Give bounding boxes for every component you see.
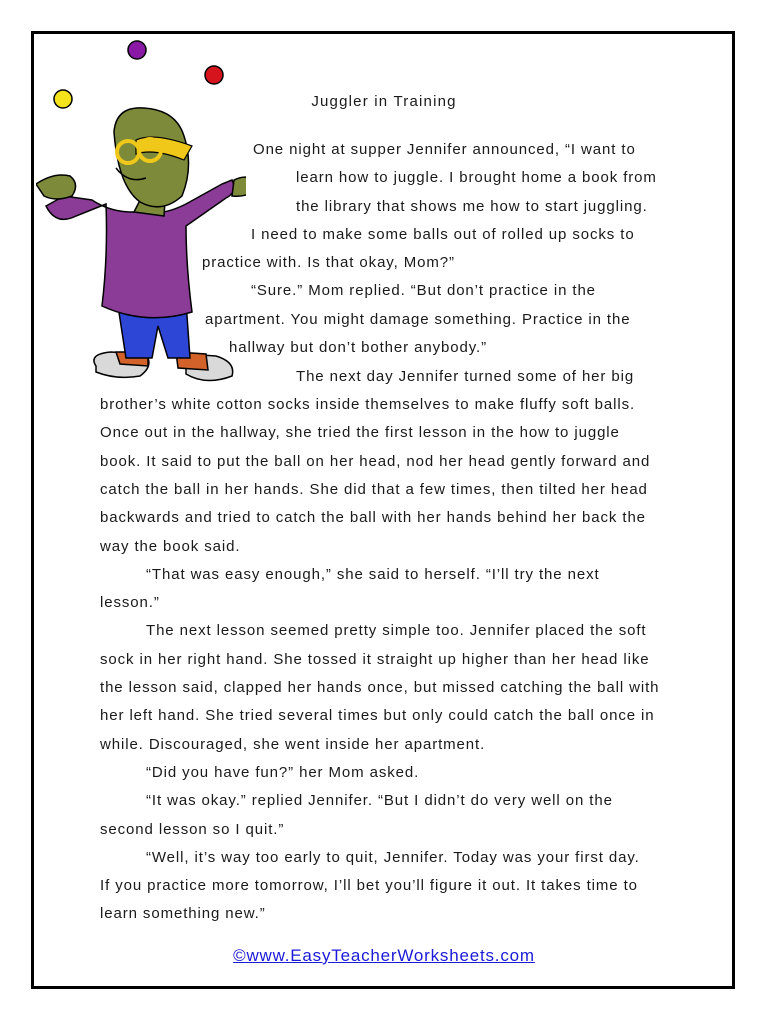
story-line: hallway but don’t bother anybody.”	[229, 339, 487, 356]
story-line: “Well, it’s way too early to quit, Jennifer. Today was your first day.	[146, 849, 640, 866]
story-line: “Did you have fun?” her Mom asked.	[146, 764, 420, 781]
story-line: the lesson said, clapped her hands once, but missed catching the ball with	[100, 679, 660, 696]
story-line: “It was okay.” replied Jennifer. “But I didn’t do very well on the	[146, 792, 613, 809]
story-line: way the book said.	[100, 538, 241, 555]
story-line: the library that shows me how to start juggling.	[296, 198, 648, 215]
credit-footer	[0, 946, 768, 966]
story-line: book. It said to put the ball on her head, nod her head gently forward and	[100, 453, 651, 470]
juggler-illustration	[36, 36, 246, 396]
story-line: The next day Jennifer turned some of her big	[296, 368, 635, 385]
story-line: The next lesson seemed pretty simple too. Jennifer placed the soft	[146, 622, 647, 639]
story-line: Once out in the hallway, she tried the first lesson in the how to juggle	[100, 424, 620, 441]
story-line: learn how to juggle. I brought home a book from	[296, 169, 657, 186]
story-line: “That was easy enough,” she said to herself. “I’ll try the next	[146, 566, 600, 583]
story-line: backwards and tried to catch the ball with her hands behind her back the	[100, 509, 646, 526]
story-line: I need to make some balls out of rolled up socks to	[251, 226, 635, 243]
story-line: catch the ball in her hands. She did that a few times, then tilted her head	[100, 481, 648, 498]
story-line: learn something new.”	[100, 905, 266, 922]
story-line: brother’s white cotton socks inside themselves to make fluffy soft balls.	[100, 396, 636, 413]
story-line: One night at supper Jennifer announced, “I want to	[253, 141, 636, 158]
story-line: her left hand. She tried several times but only could catch the ball once in	[100, 707, 655, 724]
story-line: lesson.”	[100, 594, 160, 611]
story-line: practice with. Is that okay, Mom?”	[202, 254, 455, 271]
purple-ball-icon	[128, 41, 146, 59]
story-line: “Sure.” Mom replied. “But don’t practice in the	[251, 282, 596, 299]
story-line: second lesson so I quit.”	[100, 821, 285, 838]
story-line: sock in her right hand. She tossed it straight up higher than her head like	[100, 651, 650, 668]
red-ball-icon	[205, 66, 223, 84]
page-title: Juggler in Training	[311, 93, 457, 110]
story-line: while. Discouraged, she went inside her apartment.	[100, 736, 486, 753]
website-link[interactable]: ©www.EasyTeacherWorksheets.com	[233, 946, 535, 965]
story-line: If you practice more tomorrow, I’ll bet you’ll figure it out. It takes time to	[100, 877, 638, 894]
story-line: apartment. You might damage something. Practice in the	[205, 311, 631, 328]
